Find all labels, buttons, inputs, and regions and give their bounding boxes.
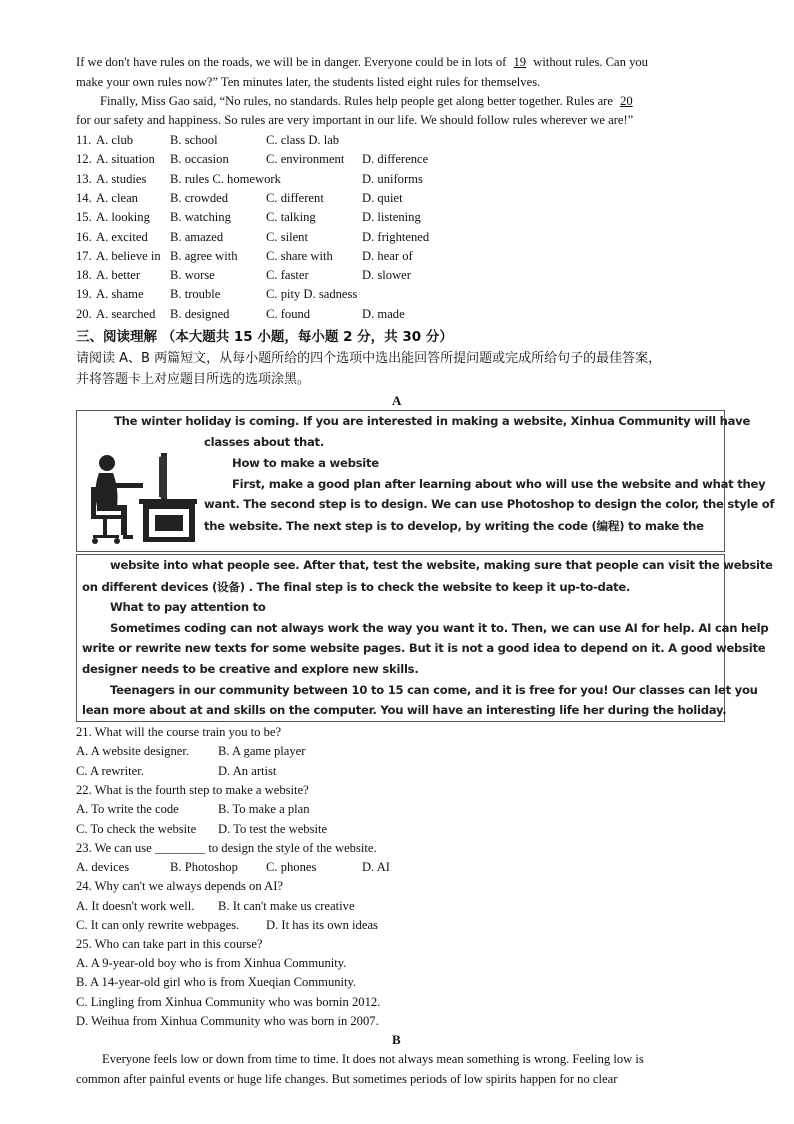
cloze-option: B. amazed [170, 229, 224, 244]
cloze-option: C. faster [266, 268, 309, 283]
question-number: 11. [76, 133, 92, 147]
cloze-option: B. crowded [170, 190, 229, 205]
option: C. It can only rewrite webpages. [76, 918, 240, 932]
option: B. A 14-year-old girl who is from Xueqian Community. [76, 975, 357, 989]
box1-subheading: How to make a website [232, 456, 379, 470]
passage-line: for our safety and happiness. So rules are very important in our life. We should follow rules wherever we are!” [76, 113, 634, 127]
box2-line: lean more about at and skills on the computer. You will have an interesting life her during the holiday. [82, 703, 727, 717]
option: D. AI [362, 860, 390, 874]
option: C. phones [266, 860, 317, 874]
question-number: 13. [76, 171, 92, 186]
cloze-option: B. occasion [170, 152, 229, 167]
cloze-option: A. studies [96, 171, 147, 186]
box1-line: The winter holiday is coming. If you are interested in making a website, Xinhua Community will have [114, 414, 751, 428]
question-number: 18. [76, 268, 92, 283]
question-23: 23. We can use ________ to design the style of the website. [76, 841, 377, 855]
passage-b-label: B [392, 1032, 401, 1047]
box2-line: website into what people see. After that, test the website, making sure that people can visit the website [110, 558, 773, 572]
option: A. To write the code [76, 802, 179, 816]
cloze-option: B. agree with [170, 248, 238, 263]
cloze-option: D. made [362, 306, 405, 321]
box2-line: on different devices (设备) . The final step is to check the website to keep it up-to-date. [82, 580, 631, 594]
cloze-option: A. situation [96, 152, 155, 167]
cloze-option: B. rules C. homework [170, 171, 281, 186]
question-number: 14. [76, 190, 92, 205]
question-number: 12. [76, 152, 92, 167]
passage-text: without rules. Can you [533, 55, 648, 69]
option: A. devices [76, 860, 130, 874]
cloze-option: C. found [266, 306, 311, 321]
box2-line: designer needs to be creative and explore new skills. [82, 662, 419, 676]
passage-b-line: common after painful events or huge life changes. But sometimes periods of low spirits happen for no clear [76, 1072, 618, 1086]
question-24: 24. Why can't we always depends on AI? [76, 879, 283, 893]
cloze-option: A. shame [96, 287, 144, 302]
instructions-line-2: 并将答题卡上对应题目所选的选项涂黑。 [76, 372, 311, 387]
computer-user-icon [83, 449, 199, 549]
cloze-option: D. uniforms [362, 171, 423, 186]
option: A. A 9-year-old boy who is from Xinhua Community. [76, 956, 347, 970]
option: A. It doesn't work well. [76, 899, 195, 913]
cloze-option: D. slower [362, 268, 411, 283]
blank-19: 19 [513, 55, 527, 69]
cloze-option: A. searched [96, 306, 156, 321]
question-number: 17. [76, 248, 92, 263]
cloze-option: B. school [170, 133, 218, 147]
cloze-option: C. pity D. sadness [266, 287, 358, 302]
option: C. To check the website [76, 822, 197, 836]
passage-a-label: A [392, 393, 402, 408]
cloze-option: B. trouble [170, 287, 221, 302]
cloze-option: D. listening [362, 210, 421, 225]
passage-line: make your own rules now?” Ten minutes later, the students listed eight rules for themselves. [76, 75, 541, 89]
box1-line: want. The second step is to design. We can use Photoshop to design the color, the style of [204, 497, 775, 511]
passage-b-line: Everyone feels low or down from time to time. It does not always mean something is wrong. Feeling low is [102, 1052, 644, 1066]
option: B. It can't make us creative [218, 899, 355, 913]
passage-text: If we don't have rules on the roads, we will be in danger. Everyone could be in lots of [76, 55, 507, 69]
option: D. To test the website [218, 822, 328, 836]
cloze-option: B. worse [170, 268, 215, 283]
question-number: 20. [76, 306, 92, 321]
passage-line [100, 93, 637, 109]
passage-line [76, 54, 648, 70]
section-heading: 三、阅读理解 （本大题共 15 小题，每小题 2 分，共 30 分） [76, 329, 453, 345]
cloze-option: A. believe in [96, 248, 161, 263]
box2-subheading: What to pay attention to [110, 600, 266, 614]
option: C. Lingling from Xinhua Community who was bornin 2012. [76, 995, 381, 1009]
cloze-option: D. hear of [362, 248, 413, 263]
blank-20: 20 [620, 94, 633, 108]
cloze-option: C. share with [266, 248, 333, 263]
box1-line: classes about that. [204, 435, 325, 449]
question-21: 21. What will the course train you to be? [76, 725, 282, 739]
cloze-option: A. clean [96, 190, 138, 205]
box2-line: write or rewrite new texts for some website pages. But it is not a good idea to depend on it. A good website [82, 641, 766, 655]
option: B. Photoshop [170, 860, 238, 874]
cloze-option: B. watching [170, 210, 231, 225]
cloze-option: B. designed [170, 306, 230, 321]
cloze-option: A. looking [96, 210, 150, 225]
cloze-option: C. class D. lab [266, 133, 340, 147]
question-number: 16. [76, 229, 92, 244]
question-number: 15. [76, 210, 92, 225]
question-number: 19. [76, 287, 92, 302]
question-22: 22. What is the fourth step to make a website? [76, 783, 309, 797]
cloze-option: D. difference [362, 152, 429, 167]
cloze-option: A. excited [96, 229, 148, 244]
cloze-option: C. talking [266, 210, 316, 225]
box1-line: First, make a good plan after learning about who will use the website and what they [232, 477, 766, 491]
cloze-option: D. frightened [362, 229, 430, 244]
option: D. An artist [218, 764, 277, 778]
cloze-option: A. better [96, 268, 141, 283]
option: C. A rewriter. [76, 764, 144, 778]
cloze-option: C. silent [266, 229, 308, 244]
question-25: 25. Who can take part in this course? [76, 937, 263, 951]
cloze-option: A. club [96, 133, 134, 147]
option: B. To make a plan [218, 802, 310, 816]
box2-line: Teenagers in our community between 10 to 15 can come, and it is free for you! Our classes can let you [110, 683, 758, 697]
cloze-option: D. quiet [362, 190, 403, 205]
option: A. A website designer. [76, 744, 189, 758]
option: D. It has its own ideas [266, 918, 378, 932]
instructions-line-1: 请阅读 A、B 两篇短文，从每小题所给的四个选项中选出能回答所提问题或完成所给句子的最佳答案， [76, 351, 662, 366]
passage-text: Finally, Miss Gao said, “No rules, no standards. Rules help people get along better together. Rules are [100, 94, 613, 108]
option: D. Weihua from Xinhua Community who was born in 2007. [76, 1014, 379, 1028]
option: B. A game player [218, 744, 306, 758]
box2-line: Sometimes coding can not always work the way you want it to. Then, we can use AI for help. AI can help [110, 621, 769, 635]
box1-line: the website. The next step is to develop, by writing the code (编程) to make the [204, 519, 704, 533]
cloze-option: C. environment [266, 152, 345, 167]
cloze-option: C. different [266, 190, 324, 205]
